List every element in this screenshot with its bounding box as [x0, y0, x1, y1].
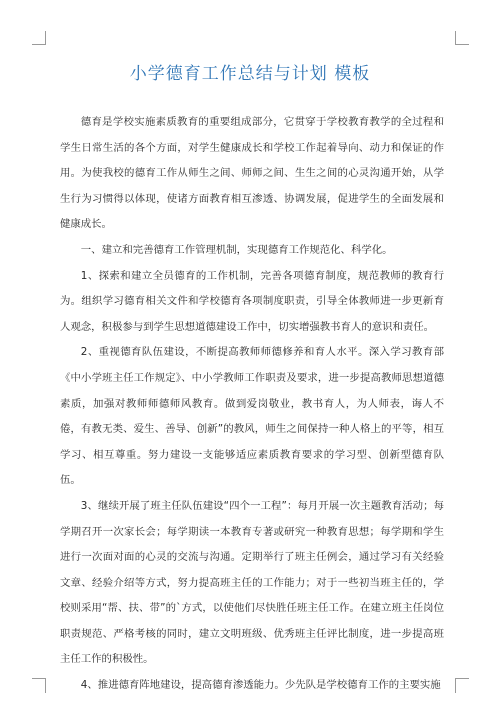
paragraph-item-4: 4、推进德育阵地建设，提高德育渗透能力。少先队是学校德育工作的主要实施	[80, 679, 441, 692]
document-title: 小学德育工作总结与计划 模板	[129, 64, 371, 84]
document-body	[60, 110, 444, 699]
paragraph-item-2: 2、重视德育队伍建设，不断提高教师师德修养和育人水平。深入学习教育部《中小学班主任工作规定》、中小学教师工作职责及要求，进一步提高教师思想道德素质，加强对教师师德师风教育。做到爱岗敬业，教书育人，为人师表，诲人不倦，有教无类、爱生、善导、创新”的教风，师生之间保持一种人格上的平等，相互学习、相互尊重。努力建设一支能够适应素质教育要求的学习型、创新型德育队伍。	[60, 346, 444, 487]
paragraph-intro: 德育是学校实施素质教育的重要组成部分，它贯穿于学校教育教学的全过程和学生日常生活的各个方面，对学生健康成长和学校工作起着导向、动力和保证的作用。为使我校的德育工作从师生之间、师师之间、生生之间的心灵沟通开始，从学生行为习惯得以体现，使诸方面教育相互渗透、协调发展，促进学生的全面发展和健康成长。	[60, 116, 444, 231]
crop-mark-bottom-left-v	[45, 679, 46, 693]
crop-mark-top-left-h	[32, 44, 46, 45]
crop-mark-top-right-h	[455, 44, 469, 45]
crop-mark-top-left-v	[45, 31, 46, 45]
crop-mark-bottom-right-v	[455, 679, 456, 693]
crop-mark-top-right-v	[455, 31, 456, 45]
crop-mark-bottom-right-h	[455, 678, 469, 679]
paragraph-item-1: 1、探索和建立全员德育的工作机制，完善各项德育制度，规范教师的教育行为。组织学习德育相关文件和学校德育各项制度职责，引导全体教师进一步更新育人观念，积极参与到学生思想道德建设工作中，切实增强教书育人的意识和责任。	[60, 269, 444, 333]
paragraph-heading-1: 一、建立和完善德育工作管理机制，实现德育工作规范化、科学化。	[80, 243, 393, 256]
crop-mark-bottom-left-h	[32, 678, 46, 679]
paragraph-item-3: 3、继续开展了班主任队伍建设“四个一工程”：每月开展一次主题教育活动；每学期召开一次家长会；每学期读一本教育专著或研究一种教育思想；每学期和学生进行一次面对面的心灵的交流与沟通。定期举行了班主任例会，通过学习有关经验文章、经验介绍等方式，努力提高班主任的工作能力；对于一些初当班主任的，学校则采用“帮、扶、带”的`方式，以使他们尽快胜任班主任工作。在建立班主任岗位职责规范、严格考核的同时，建立文明班级、优秀班主任评比制度，进一步提高班主任工作的积极性。	[60, 499, 444, 666]
